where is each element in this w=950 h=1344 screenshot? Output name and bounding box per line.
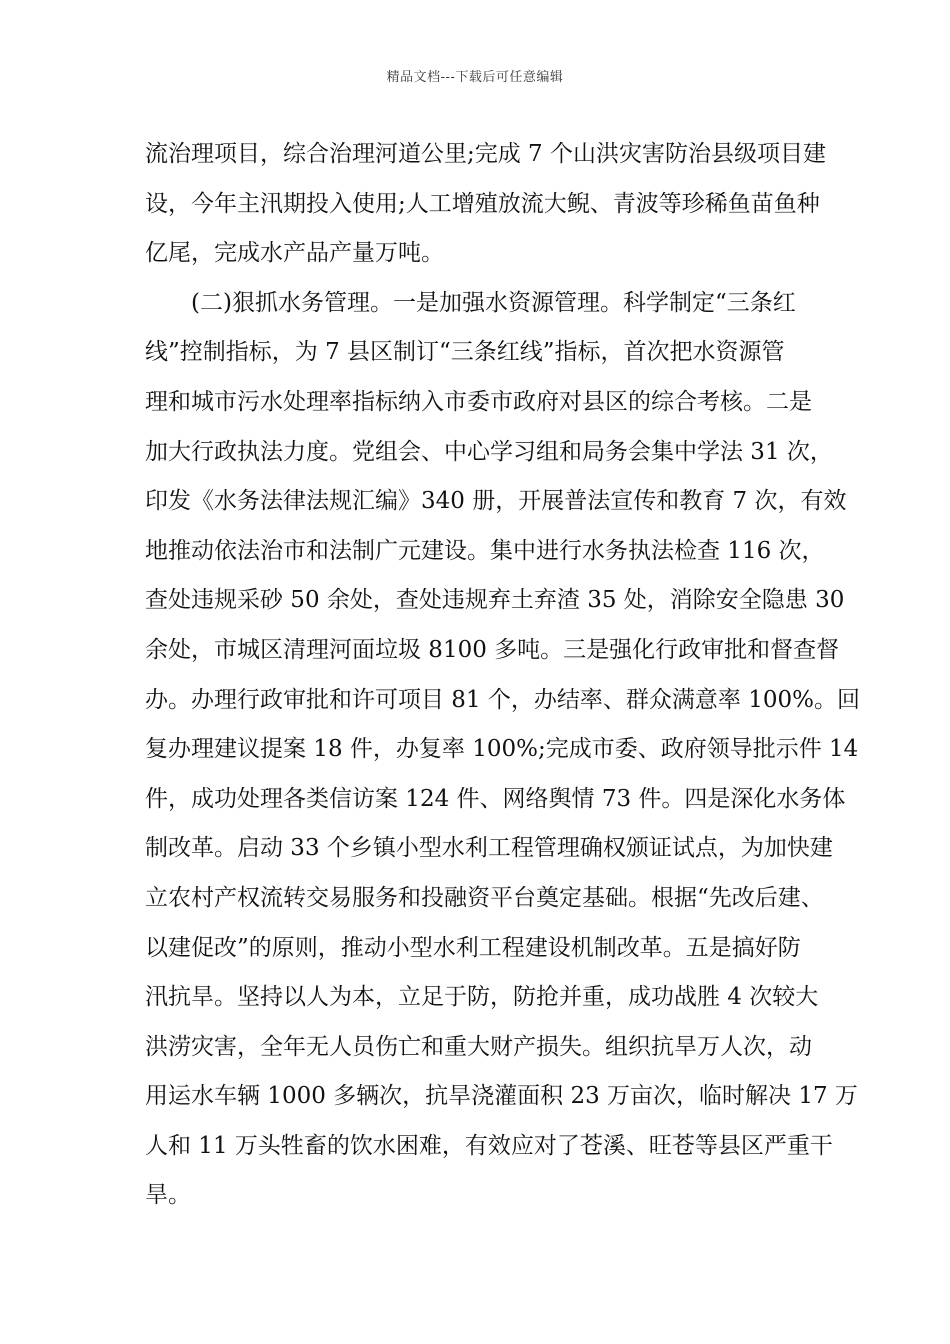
text-line: 流治理项目，综合治理河道公里;完成 7 个山洪灾害防治县级项目建 (145, 141, 827, 167)
text-line: 理和城市污水处理率指标纳入市委市政府对县区的综合考核。二是 (145, 388, 812, 415)
text-line: 件，成功处理各类信访案 124 件、网络舆情 73 件。四是深化水务体 (145, 785, 846, 812)
text-line: 加大行政执法力度。党组会、中心学习组和局务会集中学法 31 次， (145, 438, 833, 465)
text-line: 线”控制指标，为 7 县区制订“三条红线”指标，首次把水资源管 (145, 339, 785, 366)
text-line: 余处，市城区清理河面垃圾 8100 多吨。三是强化行政审批和督查督 (145, 636, 840, 663)
text-line: 设，今年主汛期投入使用;人工增殖放流大鲵、青波等珍稀鱼苗鱼种 (145, 190, 820, 217)
text-line: 洪涝灾害，全年无人员伤亡和重大财产损失。组织抗旱万人次，动 (145, 1033, 812, 1060)
text-line: (二)狠抓水务管理。一是加强水资源管理。科学制定“三条红 (145, 289, 796, 316)
text-line: 立农村产权流转交易服务和投融资平台奠定基础。根据“先改后建、 (145, 884, 824, 911)
text-line: 复办理建议提案 18 件，办复率 100%;完成市委、政府领导批示件 14 (145, 736, 859, 763)
text-line: 旱。 (145, 1182, 191, 1209)
text-line: 亿尾，完成水产品产量万吨。 (145, 240, 444, 267)
text-line: 印发《水务法律法规汇编》340 册，开展普法宣传和教育 7 次，有效 (145, 488, 847, 515)
text-line: 查处违规采砂 50 余处，查处违规弃土弃渣 35 处，消除安全隐患 30 (145, 587, 845, 614)
document-body (145, 130, 860, 1221)
text-line: 人和 11 万头牲畜的饮水困难，有效应对了苍溪、旺苍等县区严重干 (145, 1132, 833, 1159)
text-line: 以建促改”的原则，推动小型水利工程建设机制改革。五是搞好防 (145, 934, 801, 961)
text-line: 办。办理行政审批和许可项目 81 个，办结率、群众满意率 100%。回 (145, 686, 860, 713)
text-line: 地推动依法治市和法制广元建设。集中进行水务执法检查 116 次， (145, 537, 825, 564)
text-line: 用运水车辆 1000 多辆次，抗旱浇灌面积 23 万亩次，临时解决 17 万 (145, 1083, 858, 1110)
text-line: 制改革。启动 33 个乡镇小型水利工程管理确权颁证试点，为加快建 (145, 835, 833, 862)
text-line: 汛抗旱。坚持以人为本，立足于防，防抢并重，成功战胜 4 次较大 (145, 984, 819, 1011)
page-header: 精品文档---下载后可任意编辑 (386, 70, 564, 85)
